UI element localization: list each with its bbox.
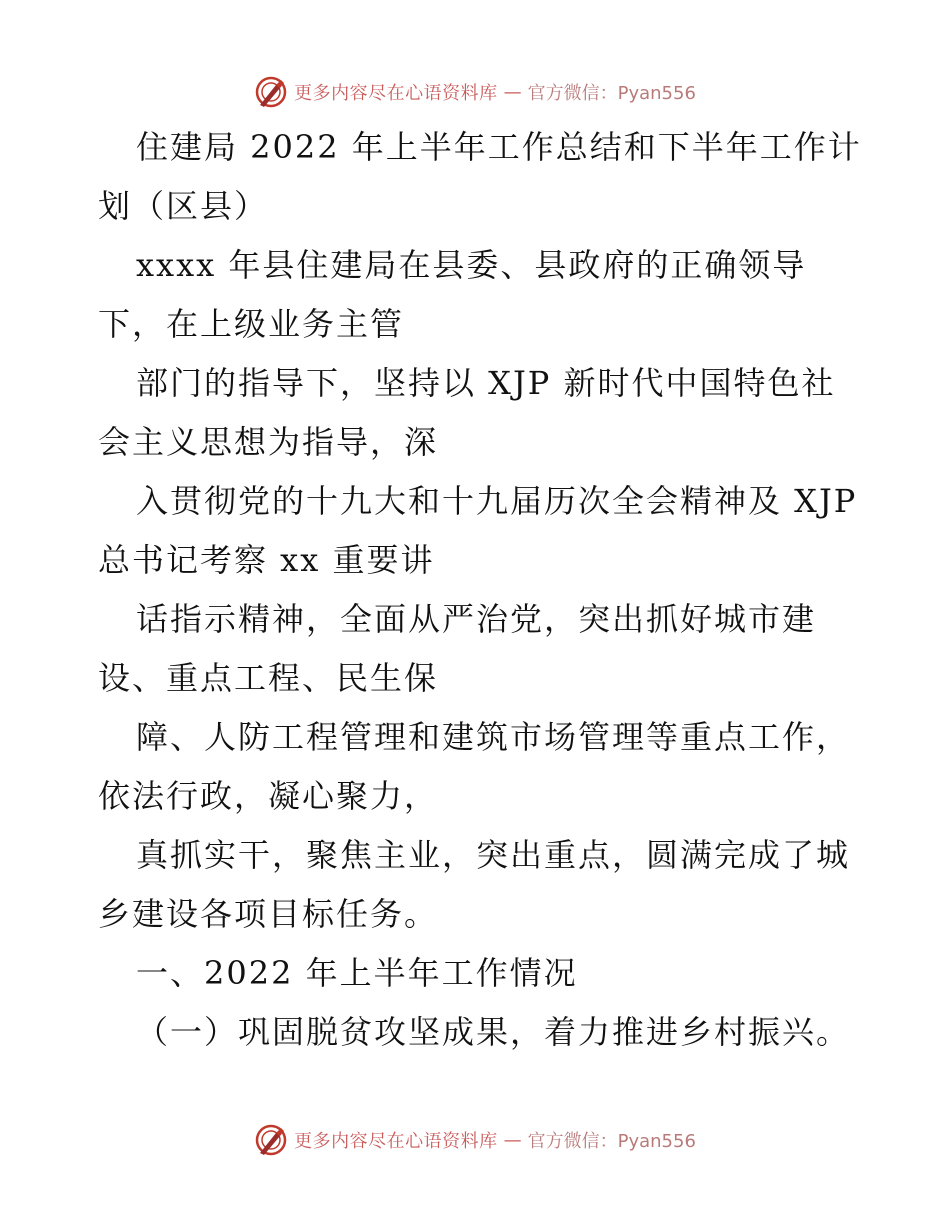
watermark-wechat-text: 官方微信：Pyan556 xyxy=(527,1131,696,1152)
section-heading: 一、2022 年上半年工作情况 xyxy=(136,954,578,992)
document-line: 会主义思想为指导，深 xyxy=(98,423,439,461)
watermark-library-text: 更多内容尽在心语资料库 xyxy=(294,83,498,104)
document-body xyxy=(98,118,862,1062)
document-line: 话指示精神，全面从严治党，突出抓好城市建 xyxy=(136,600,817,638)
subsection-heading: （一）巩固脱贫攻坚成果，着力推进乡村振兴。 xyxy=(136,1013,851,1051)
document-line: 依法行政，凝心聚力， xyxy=(98,777,439,815)
footer-watermark xyxy=(0,1120,950,1160)
document-line: 住建局 2022 年上半年工作总结和下半年工作计 xyxy=(136,128,862,166)
pen-logo-icon xyxy=(254,1123,288,1157)
document-line: 总书记考察 xx 重要讲 xyxy=(98,541,435,579)
document-line: 乡建设各项目标任务。 xyxy=(98,895,439,933)
header-watermark xyxy=(0,72,950,112)
document-line: 障、人防工程管理和建筑市场管理等重点工作， xyxy=(136,718,851,756)
document-line: 真抓实干，聚焦主业，突出重点，圆满完成了城 xyxy=(136,836,851,874)
document-line: 划（区县） xyxy=(98,187,269,225)
document-line: xxxx 年县住建局在县委、县政府的正确领导 xyxy=(136,246,807,284)
document-line: 入贯彻党的十九大和十九届历次全会精神及 XJP xyxy=(136,482,858,520)
document-line: 下，在上级业务主管 xyxy=(98,305,405,343)
watermark-separator: — xyxy=(503,81,522,103)
watermark-separator: — xyxy=(503,1129,522,1151)
document-line: 设、重点工程、民生保 xyxy=(98,659,439,697)
watermark-library-text: 更多内容尽在心语资料库 xyxy=(294,1131,498,1152)
watermark-wechat-text: 官方微信：Pyan556 xyxy=(527,83,696,104)
pen-logo-icon xyxy=(254,75,288,109)
document-line: 部门的指导下，坚持以 XJP 新时代中国特色社 xyxy=(136,364,836,402)
